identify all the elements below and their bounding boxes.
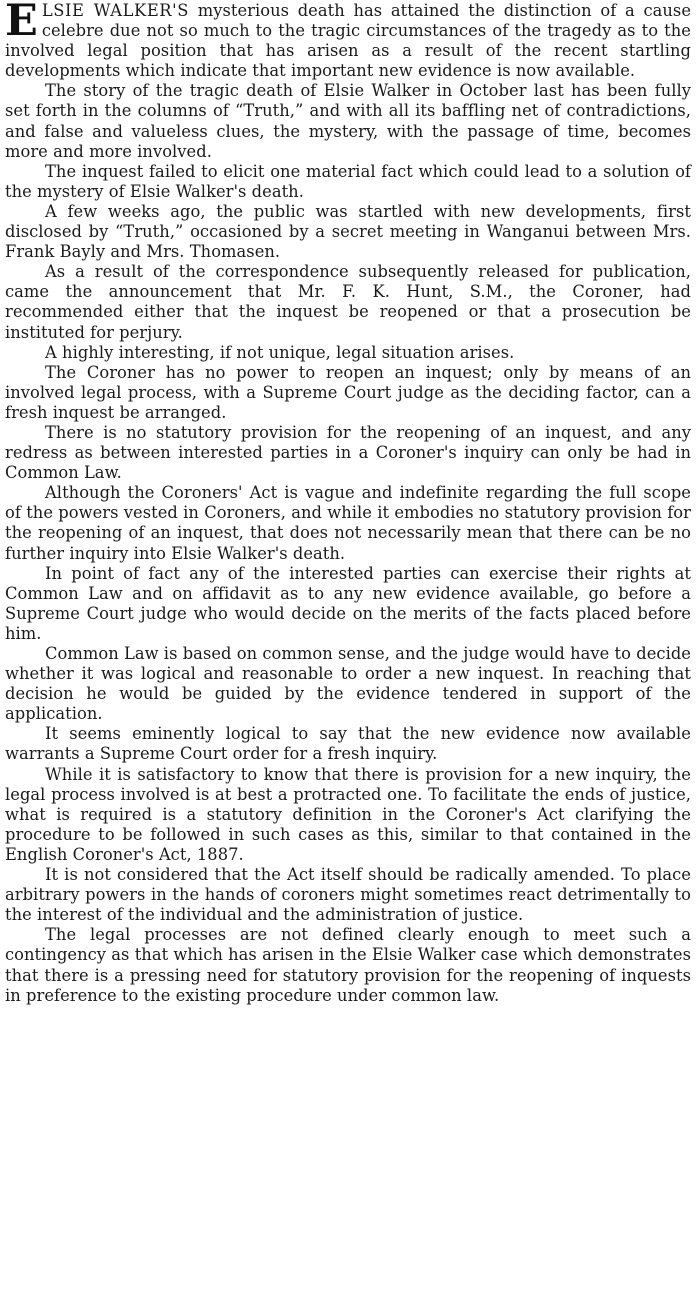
paragraph: While it is satisfactory to know that there is provision for a new inquiry, the legal process involved is at best a protracted one. To facilitate the ends of justice, what is required is a statutory definition in the Coroner's Act clarifying the procedure to be followed in such cases as this, similar to that contained in the English Coroner's Act, 1887. bbox=[5, 764, 691, 864]
paragraph: Common Law is based on common sense, and the judge would have to decide whether it was logical and reasonable to order a new inquest. In reaching that decision he would be guided by the evidence tendered in support of the application. bbox=[5, 644, 691, 724]
drop-cap: E bbox=[5, 0, 38, 46]
paragraph: It seems eminently logical to say that the new evidence now available warrants a Supreme Court order for a fresh inquiry. bbox=[5, 724, 691, 764]
paragraph: The legal processes are not defined clearly enough to meet such a contingency as that which has arisen in the Elsie Walker case which demonstrates that there is a pressing need for statutory provision for the reopening of inquests in preference to the existing procedure under common law. bbox=[5, 925, 691, 1005]
paragraph: The inquest failed to elicit one material fact which could lead to a solution of the mystery of Elsie Walker's death. bbox=[5, 161, 691, 201]
paragraph: As a result of the correspondence subsequently released for publication, came the announcement that Mr. F. K. Hunt, S.M., the Coroner, had recommended either that the inquest be reopened or that a prosecution be instituted for perjury. bbox=[5, 262, 691, 342]
lead-paragraph bbox=[5, 1, 691, 81]
paragraph: A highly interesting, if not unique, legal situation arises. bbox=[45, 342, 515, 362]
lead-caps: LSIE WALKER'S bbox=[41, 1, 189, 20]
paragraph: It is not considered that the Act itself should be radically amended. To place arbitrary powers in the hands of coroners might sometimes react detrimentally to the interest of the individual and the administration of justice. bbox=[5, 865, 691, 925]
paragraph: Although the Coroners' Act is vague and indefinite regarding the full scope of the powers vested in Coroners, and while it embodies no statutory provision for the reopening of an inquest, that does not necessarily mean that there can be no further inquiry into Elsie Walker's death. bbox=[5, 483, 691, 563]
paragraph: The story of the tragic death of Elsie Walker in October last has been fully set forth in the columns of “Truth,” and with all its baffling net of contradictions, and false and valueless clues, the mystery, with the passage of time, becomes more and more involved. bbox=[5, 81, 691, 161]
paragraph: A few weeks ago, the public was startled with new developments, first disclosed by “Truth,” occasioned by a secret meeting in Wanganui between Mrs. Frank Bayly and Mrs. Thomasen. bbox=[5, 201, 691, 262]
lead-text: mysterious death has attained the distinction of a cause celebre due not so much to the tragic circumstances of the tragedy as to the involved legal position that has arisen as a result of the recent startling developments which indicate that important new evidence is now available. bbox=[5, 1, 691, 81]
paragraph: There is no statutory provision for the reopening of an inquest, and any redress as between interested parties in a Coroner's inquiry can only be had in Common Law. bbox=[5, 422, 691, 483]
paragraph: The Coroner has no power to reopen an inquest; only by means of an involved legal process, with a Supreme Court judge as the deciding factor, can a fresh inquest be arranged. bbox=[5, 362, 691, 422]
paragraph: In point of fact any of the interested parties can exercise their rights at Common Law and on affidavit as to any new evidence available, go before a Supreme Court judge who would decide on the merits of the facts placed before him. bbox=[5, 563, 691, 643]
article-body bbox=[5, 1, 691, 1006]
